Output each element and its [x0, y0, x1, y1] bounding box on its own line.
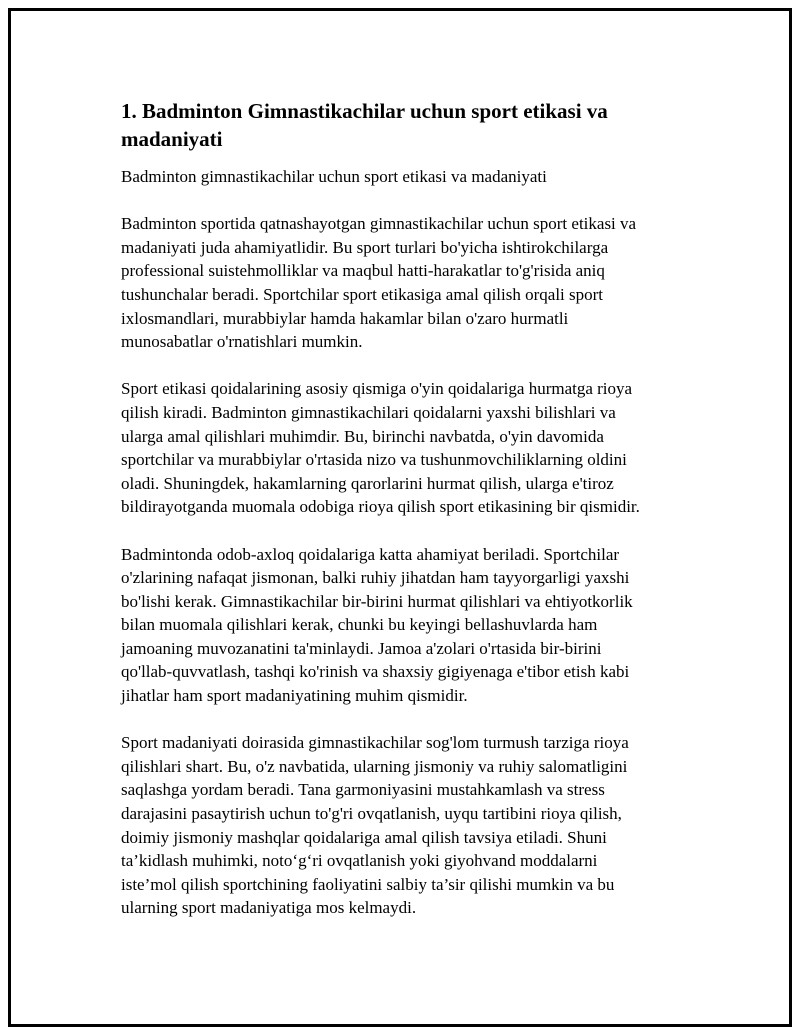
section-heading — [121, 97, 701, 153]
paragraph-3 — [121, 543, 701, 708]
paragraph-line: Sport etikasi qoidalarining asosiy qismiga o'yin qoidalariga hurmatga rioya — [121, 379, 633, 399]
subtitle-line: Badminton gimnastikachilar uchun sport etikasi va madaniyati — [121, 167, 547, 186]
paragraph-line: tushunchalar beradi. Sportchilar sport etikasiga amal qilish orqali sport — [121, 284, 604, 304]
paragraph-line: madaniyati juda ahamiyatlidir. Bu sport turlari bo'yicha ishtirokchilarga — [121, 237, 609, 257]
paragraph-line: iste’mol qilish sportchining faoliyatini salbiy ta’sir qilishi mumkin va bu — [121, 874, 615, 894]
paragraph-line: munosabatlar o'rnatishlari mumkin. — [121, 332, 363, 352]
paragraph-line: Badminton sportida qatnashayotgan gimnastikachilar uchun sport etikasi va — [121, 214, 637, 234]
paragraph-line: qilish kiradi. Badminton gimnastikachilari qoidalarni yaxshi bilishlari va — [121, 402, 616, 422]
paragraph-line: sportchilar va murabbiylar o'rtasida nizo va tushunmovchiliklarning oldini — [121, 450, 627, 470]
document-body — [121, 97, 701, 944]
heading-line: madaniyati — [121, 127, 223, 151]
paragraph-line: bo'lishi kerak. Gimnastikachilar bir-birini hurmat qilishlari va ehtiyotkorlik — [121, 591, 633, 611]
paragraph-line: qilishlari shart. Bu, o'z navbatida, ularning jismoniy va ruhiy salomatligini — [121, 756, 628, 776]
heading-line: 1. Badminton Gimnastikachilar uchun sport etikasi va — [121, 99, 608, 123]
paragraph-line: doimiy jismoniy mashqlar qoidalariga amal qilish tavsiya etiladi. Shuni — [121, 827, 607, 847]
paragraph-line: ta’kidlash muhimki, noto‘g‘ri ovqatlanish yoki giyohvand moddalarni — [121, 851, 598, 871]
paragraph-line: ularning sport madaniyatiga mos kelmaydi. — [121, 898, 417, 918]
paragraph-line: ularga amal qilishlari muhimdir. Bu, birinchi navbatda, o'yin davomida — [121, 426, 604, 446]
paragraph-line: saqlashga yordam beradi. Tana garmoniyasini mustahkamlash va stress — [121, 780, 605, 800]
paragraph-line: bilan muomala qilishlari kerak, chunki bu keyingi bellashuvlarda ham — [121, 615, 598, 635]
paragraph-line: professional suistehmolliklar va maqbul hatti-harakatlar to'g'risida aniq — [121, 261, 605, 281]
paragraph-line: darajasini pasaytirish uchun to'g'ri ovqatlanish, uyqu tartibini rioya qilish, — [121, 804, 622, 824]
paragraph-line: Sport madaniyati doirasida gimnastikachilar sog'lom turmush tarziga rioya — [121, 733, 629, 753]
paragraph-line: ixlosmandlari, murabbiylar hamda hakamlar bilan o'zaro hurmatli — [121, 308, 569, 328]
paragraph-line: bildirayotganda muomala odobiga rioya qilish sport etikasining bir qismidir. — [121, 497, 640, 517]
subtitle — [121, 165, 701, 189]
paragraph-4 — [121, 731, 701, 920]
paragraph-line: jamoaning muvozanatini ta'minlaydi. Jamoa a'zolari o'rtasida bir-birini — [121, 638, 602, 658]
paragraph-2 — [121, 377, 701, 519]
paragraph-line: o'zlarining nafaqat jismonan, balki ruhiy jihatdan ham tayyorgarligi yaxshi — [121, 568, 630, 588]
paragraph-1 — [121, 212, 701, 354]
paragraph-line: oladi. Shuningdek, hakamlarning qarorlarini hurmat qilish, ularga e'tiroz — [121, 473, 614, 493]
paragraph-line: Badmintonda odob-axloq qoidalariga katta ahamiyat beriladi. Sportchilar — [121, 544, 620, 564]
page-frame — [8, 8, 792, 1027]
paragraph-line: qo'llab-quvvatlash, tashqi ko'rinish va shaxsiy gigiyenaga e'tibor etish kabi — [121, 662, 630, 682]
paragraph-line: jihatlar ham sport madaniyatining muhim qismidir. — [121, 686, 468, 706]
